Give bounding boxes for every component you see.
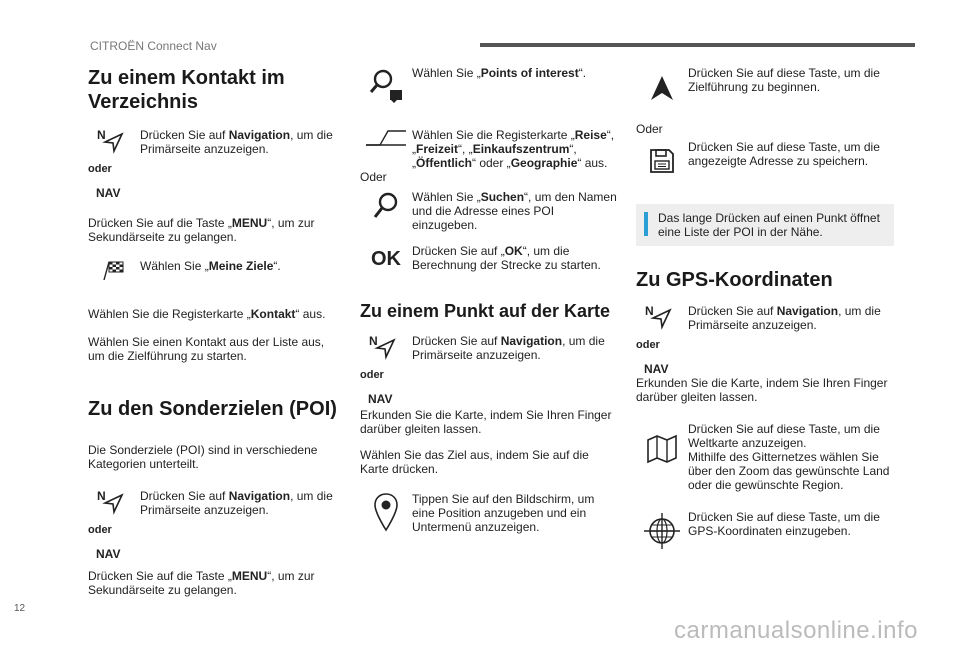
step-text: Drücken Sie auf Navigation, um die Primärseite anzuzeigen.	[140, 128, 333, 156]
step-suchen	[360, 190, 618, 232]
navigation-arrow-icon	[102, 493, 124, 515]
step-text: Wählen Sie „Meine Ziele“.	[140, 259, 281, 273]
nav-button-icon	[636, 304, 688, 374]
paragraph-explore-map-2: Erkunden Sie die Karte, indem Sie Ihren Finger darüber gleiten lassen.	[636, 376, 888, 404]
globe-icon	[636, 510, 688, 550]
step-text: Drücken Sie auf diese Taste, um die Zielführung zu beginnen.	[688, 66, 880, 94]
column-3	[636, 66, 894, 550]
step-points-of-interest	[360, 66, 618, 108]
step-text: Tippen Sie auf den Bildschirm, um eine Position anzugeben und ein Untermenü anzuzeigen.	[412, 492, 595, 534]
poi-search-icon	[360, 66, 412, 108]
nav-label: NAV	[368, 392, 393, 406]
section-title-map-point: Zu einem Punkt auf der Karte	[360, 301, 611, 321]
section-title-poi: Zu den Sonderzielen (POI)	[88, 398, 337, 420]
oder-label: oder	[88, 163, 112, 175]
step-text: Drücken Sie auf diese Taste, um die angezeigte Adresse zu speichern.	[688, 140, 880, 168]
step-navigation-3	[360, 334, 618, 404]
oder-label: oder	[636, 339, 660, 351]
oder-label: oder	[88, 524, 112, 536]
paragraph-select-contact: Wählen Sie einen Kontakt aus der Liste aus, um die Zielführung zu starten.	[88, 335, 325, 363]
nav-label: NAV	[96, 547, 121, 561]
north-label: N	[97, 489, 106, 503]
step-start-guidance	[636, 66, 894, 102]
world-map-icon	[636, 422, 688, 464]
search-icon	[360, 190, 412, 222]
step-text: Drücken Sie auf Navigation, um die Primärseite anzuzeigen.	[412, 334, 605, 362]
paragraph-poi-categories: Die Sonderziele (POI) sind in verschiedene Kategorien unterteilt.	[88, 443, 318, 471]
step-text: Drücken Sie auf „OK“, um die Berechnung der Strecke zu starten.	[412, 244, 601, 272]
step-registerkarte	[360, 128, 618, 170]
nav-button-icon	[88, 489, 140, 559]
step-text: Wählen Sie „Points of interest“.	[412, 66, 587, 80]
column-1	[88, 66, 340, 597]
paragraph-menu-2: Drücken Sie auf die Taste „MENU“, um zur Sekundärseite zu gelangen.	[88, 569, 315, 597]
page-number: 12	[14, 603, 26, 614]
watermark: carmanualsonline.info	[674, 617, 918, 644]
oder-label: oder	[360, 369, 384, 381]
flag-icon	[88, 259, 140, 281]
navigate-arrow-icon	[636, 66, 688, 102]
info-box: Das lange Drücken auf einen Punkt öffnet eine Liste der POI in der Nähe.	[636, 204, 894, 246]
navigation-arrow-icon	[650, 308, 672, 330]
ok-icon: OK	[371, 248, 401, 270]
step-text: Drücken Sie auf Navigation, um die Primärseite anzuzeigen.	[688, 304, 881, 332]
section-title-gps: Zu GPS-Koordinaten	[636, 269, 833, 291]
step-world-map	[636, 422, 894, 492]
oder-text: Oder	[360, 170, 387, 184]
step-gps-coordinates	[636, 510, 894, 550]
section-title-contact: Zu einem Kontakt im Verzeichnis	[88, 67, 285, 113]
north-label: N	[97, 128, 106, 142]
column-2	[360, 66, 618, 534]
header-title: CITROËN Connect Nav	[90, 39, 217, 53]
nav-button-icon	[360, 334, 412, 404]
step-text: Drücken Sie auf Navigation, um die Primärseite anzuzeigen.	[140, 489, 333, 517]
paragraph-explore-map: Erkunden Sie die Karte, indem Sie Ihren Finger darüber gleiten lassen.	[360, 408, 612, 436]
info-icon	[644, 212, 648, 236]
step-tap-screen	[360, 492, 618, 534]
nav-label: NAV	[96, 186, 121, 200]
step-ok	[360, 244, 618, 272]
nav-button-icon	[88, 128, 140, 198]
step-text: Drücken Sie auf diese Taste, um die GPS-Koordinaten einzugeben.	[688, 510, 880, 538]
step-text: Wählen Sie „Suchen“, um den Namen und die Adresse eines POI einzugeben.	[412, 190, 617, 232]
step-text: Drücken Sie auf diese Taste, um die Weltkarte anzuzeigen. Mithilfe des Gitternetzes wählen Sie über den Zoom das gewünschte Land oder die gewünschte Region.	[688, 422, 890, 492]
step-save-address	[636, 140, 894, 174]
navigation-arrow-icon	[374, 338, 396, 360]
navigation-arrow-icon	[102, 132, 124, 154]
nav-label: NAV	[644, 362, 669, 376]
paragraph-select-destination: Wählen Sie das Ziel aus, indem Sie auf die Karte drücken.	[360, 448, 589, 476]
step-navigation-2	[88, 489, 340, 559]
north-label: N	[369, 334, 378, 348]
step-text: Wählen Sie die Registerkarte „Reise“, „Freizeit“, „Einkaufszentrum“, „Öffentlich“ oder „Geographie“ aus.	[412, 128, 615, 170]
step-meine-ziele	[88, 259, 340, 281]
paragraph-kontakt: Wählen Sie die Registerkarte „Kontakt“ aus.	[88, 307, 326, 321]
save-icon	[636, 140, 688, 174]
north-label: N	[645, 304, 654, 318]
oder-text: Oder	[636, 122, 663, 136]
step-navigation-1	[88, 128, 340, 198]
location-pin-icon	[360, 492, 412, 532]
header-bar	[480, 43, 915, 47]
paragraph-menu: Drücken Sie auf die Taste „MENU“, um zur Sekundärseite zu gelangen.	[88, 216, 315, 244]
tab-icon	[360, 128, 412, 148]
step-navigation-4	[636, 304, 894, 374]
